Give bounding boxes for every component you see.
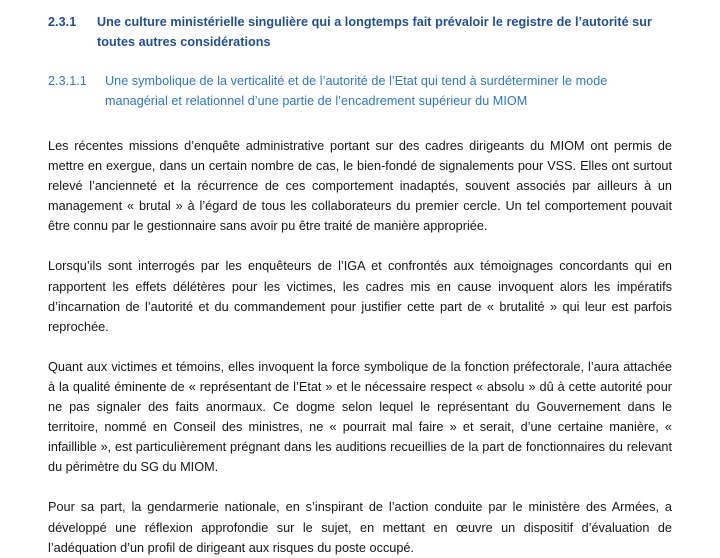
document-content [48,12,672,558]
body-paragraph: Les récentes missions d’enquête administrative portant sur des cadres dirigeants du MIOM ont permis de mettre en exergue, dans un certain nombre de cas, le bien-fondé de signalements pour VSS. Elles ont surtout relevé l’ancienneté et la récurrence de ces comportement inadaptés, souvent associés par ailleurs à un management « brutal » à l’égard de tous les collaborateurs du premier cercle. Un tel comportement pouvait être connu par le gestionnaire sans avoir pu être traité de manière appropriée. [48,139,672,234]
body-paragraph: Lorsqu’ils sont interrogés par les enquêteurs de l’IGA et confrontés aux témoignages concordants qui en rapportent les effets délétères pour les victimes, les cadres mis en cause invoquent alors les impératifs d’incarnation de l’autorité et du commandement pour justifier cette part de « brutalité » qui leur est parfois reprochée. [48,259,672,334]
heading-level-1 [48,12,672,52]
heading-level-2-number: 2.3.1.1 [48,74,87,88]
heading-level-2-title: Une symbolique de la verticalité et de l’autorité de l’Etat qui tend à surdéterminer le mode managérial et relationnel d’une partie de l’encadrement supérieur du MIOM [105,74,608,108]
heading-level-1-title: Une culture ministérielle singulière qui a longtemps fait prévaloir le registre de l’autorité sur toutes autres considérations [97,15,652,49]
body-paragraph: Pour sa part, la gendarmerie nationale, en s’inspirant de l’action conduite par le ministère des Armées, a développé une réflexion approfondie sur le sujet, en mettant en œuvre un dispositif d’évaluation de l’adéquation d’un profil de dirigeant aux risques du poste occupé. [48,500,672,555]
heading-level-1-number: 2.3.1 [48,15,77,29]
heading-level-2 [48,71,672,111]
body-paragraph: Quant aux victimes et témoins, elles invoquent la force symbolique de la fonction préfectorale, l’aura attachée à la qualité éminente de « représentant de l’Etat » et le nécessaire respect « absolu » dû à cette autorité pour ne pas signaler des faits anormaux. Ce dogme selon lequel le représentant du Gouvernement dans le territoire, nommé en Conseil des ministres, ne « pourrait mal faire » et serait, d’une certaine manière, « infaillible », est particulièrement prégnant dans les auditions recueillies de la part de fonctionnaires du relevant du périmètre du SG du MIOM. [48,359,672,475]
